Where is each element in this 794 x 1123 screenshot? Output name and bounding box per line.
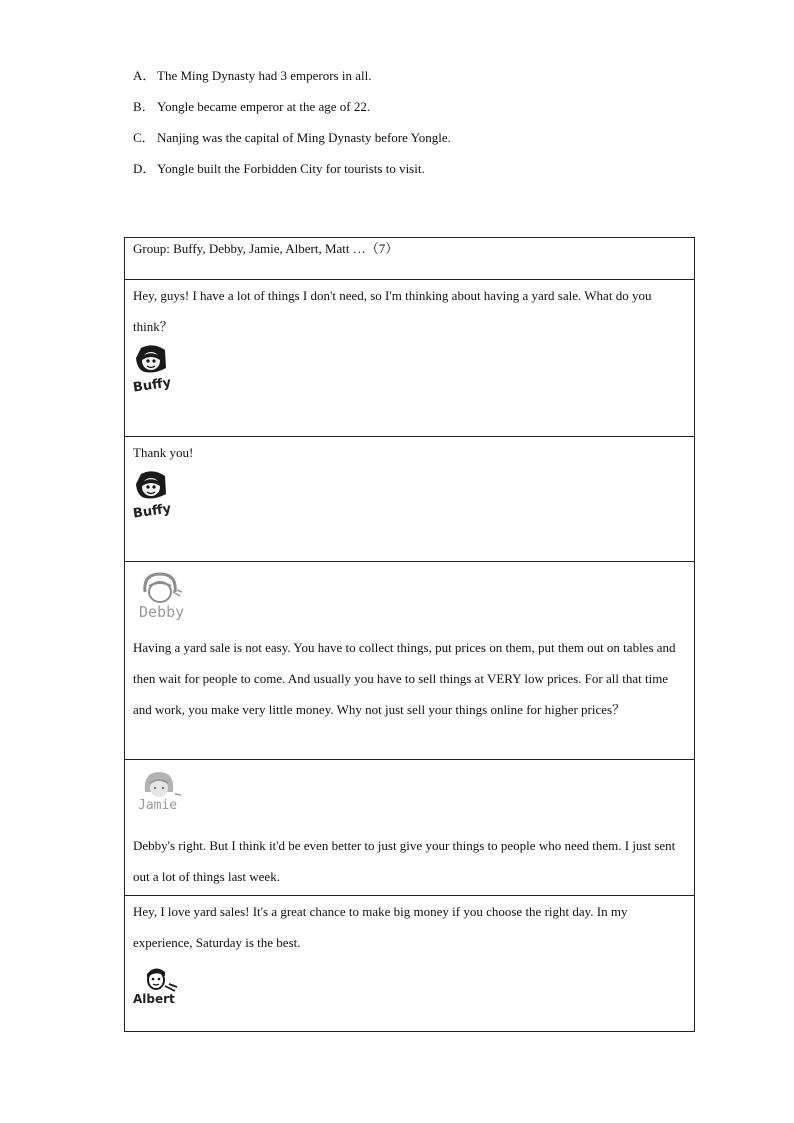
post-text: Debby's right. But I think it'd be even better to just give your things to people who need them. I just sent out a lot of things last week.	[133, 838, 676, 884]
answer-options	[133, 66, 451, 190]
chat-post	[125, 437, 695, 562]
option-text: Yongle became emperor at the age of 22.	[157, 99, 371, 114]
buffy-avatar	[133, 344, 177, 400]
option-letter: B．	[133, 99, 155, 114]
group-chat-table	[124, 237, 695, 1032]
option-letter: C．	[133, 130, 155, 145]
option-text: The Ming Dynasty had 3 emperors in all.	[157, 68, 372, 83]
chat-post	[125, 896, 695, 1032]
post-text: Hey, I love yard sales! It's a great chance to make big money if you choose the right day. In my experience, Saturday is the best.	[133, 904, 628, 950]
option-text: Yongle built the Forbidden City for tourists to visit.	[157, 161, 425, 176]
debby-avatar	[133, 570, 193, 632]
jamie-avatar	[133, 768, 193, 830]
post-text: Having a yard sale is not easy. You have to collect things, put prices on them, put them out on tables and then wait for people to come. And usually you have to sell things at VERY low prices. For all that time and work, you make very little money. Why not just sell your things online for higher prices？	[133, 640, 676, 717]
albert-avatar	[133, 964, 189, 1014]
option-letter: A．	[133, 68, 156, 83]
post-text: Thank you!	[133, 445, 194, 460]
option-c	[133, 128, 451, 159]
albert-name: Albert	[133, 992, 175, 1006]
jamie-name: Jamie	[138, 798, 178, 813]
chat-header: Group: Buffy, Debby, Jamie, Albert, Matt …（7）	[125, 238, 695, 280]
buffy-avatar	[133, 470, 177, 526]
debby-name: Debby	[139, 603, 185, 621]
chat-post	[125, 562, 695, 760]
option-a	[133, 66, 451, 97]
post-text: Hey, guys! I have a lot of things I don't need, so I'm thinking about having a yard sale. What do you think？	[133, 288, 652, 334]
option-b	[133, 97, 451, 128]
albert-face-icon	[133, 964, 185, 994]
buffy-name: Buffy	[132, 375, 173, 396]
option-d	[133, 159, 451, 190]
chat-post	[125, 280, 695, 437]
chat-post	[125, 760, 695, 896]
option-text: Nanjing was the capital of Ming Dynasty before Yongle.	[157, 130, 451, 145]
option-letter: D．	[133, 161, 156, 176]
buffy-name: Buffy	[132, 501, 173, 522]
